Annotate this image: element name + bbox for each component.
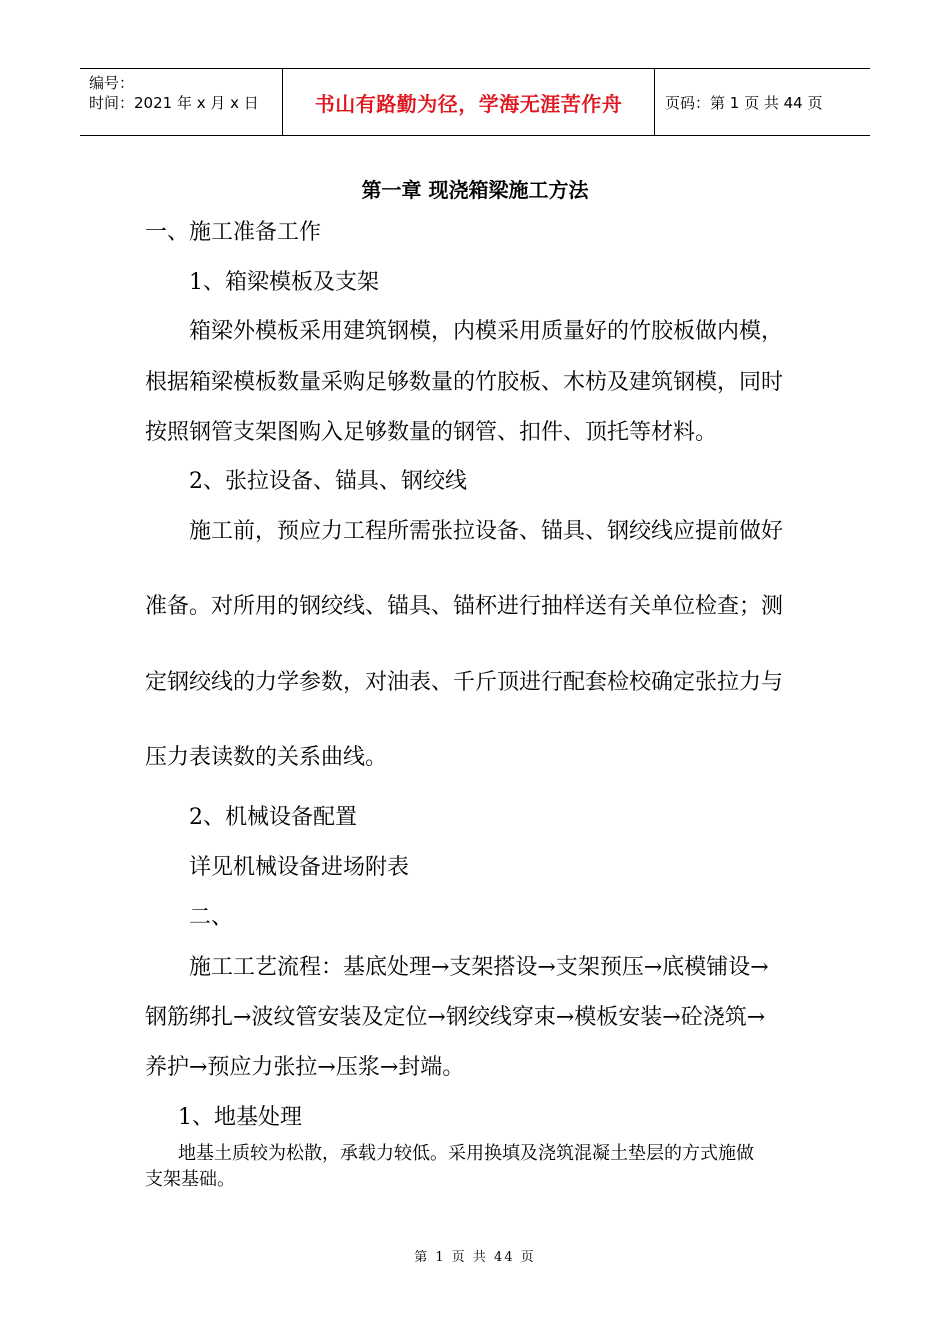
- paragraph-line: 箱梁外模板采用建筑钢模，内模采用质量好的竹胶板做内模，: [189, 319, 784, 344]
- header-page-info: 页码：第 1 页 共 44 页: [665, 93, 823, 112]
- section-heading: 二、: [189, 905, 234, 930]
- subsection-heading: 1、地基处理: [178, 1105, 302, 1130]
- section-heading: 一、施工准备工作: [145, 220, 322, 245]
- paragraph-line: 定钢绞线的力学参数，对油表、千斤顶进行配套检校确定张拉力与: [145, 670, 784, 695]
- page-footer: 第 1 页 共 44 页: [414, 1250, 536, 1265]
- paragraph-line: 支架基础。: [145, 1169, 235, 1190]
- document-number-label: 编号：: [89, 74, 135, 92]
- page-header: [80, 68, 870, 136]
- paragraph-line: 按照钢管支架图购入足够数量的钢管、扣件、顶托等材料。: [145, 420, 718, 445]
- paragraph-line: 养护→预应力张拉→压浆→封端。: [145, 1055, 465, 1080]
- subsection-heading: 2、机械设备配置: [189, 805, 357, 830]
- document-time-label: 时间：2021 年 x 月 x 日: [89, 94, 259, 112]
- subsection-heading: 2、张拉设备、锚具、钢绞线: [189, 469, 467, 494]
- header-meta: [80, 69, 283, 135]
- paragraph-line: 准备。对所用的钢绞线、锚具、锚杯进行抽样送有关单位检查；测: [145, 594, 784, 619]
- paragraph-line: 施工工艺流程：基底处理→支架搭设→支架预压→底模铺设→: [189, 955, 769, 980]
- header-motto: 书山有路勤为径，学海无涯苦作舟: [283, 69, 655, 135]
- paragraph-line: 地基土质较为松散，承载力较低。采用换填及浇筑混凝土垫层的方式施做: [178, 1143, 754, 1164]
- paragraph-line: 压力表读数的关系曲线。: [145, 745, 388, 770]
- paragraph-line: 根据箱梁模板数量采购足够数量的竹胶板、木枋及建筑钢模，同时: [145, 370, 784, 395]
- paragraph-line: 钢筋绑扎→波纹管安装及定位→钢绞线穿束→模板安装→砼浇筑→: [145, 1005, 766, 1030]
- paragraph-line: 施工前，预应力工程所需张拉设备、锚具、钢绞线应提前做好: [189, 519, 784, 544]
- subsection-heading: 1、箱梁模板及支架: [189, 270, 379, 295]
- paragraph-line: 详见机械设备进场附表: [189, 855, 410, 880]
- chapter-title: 第一章 现浇箱梁施工方法: [361, 178, 589, 202]
